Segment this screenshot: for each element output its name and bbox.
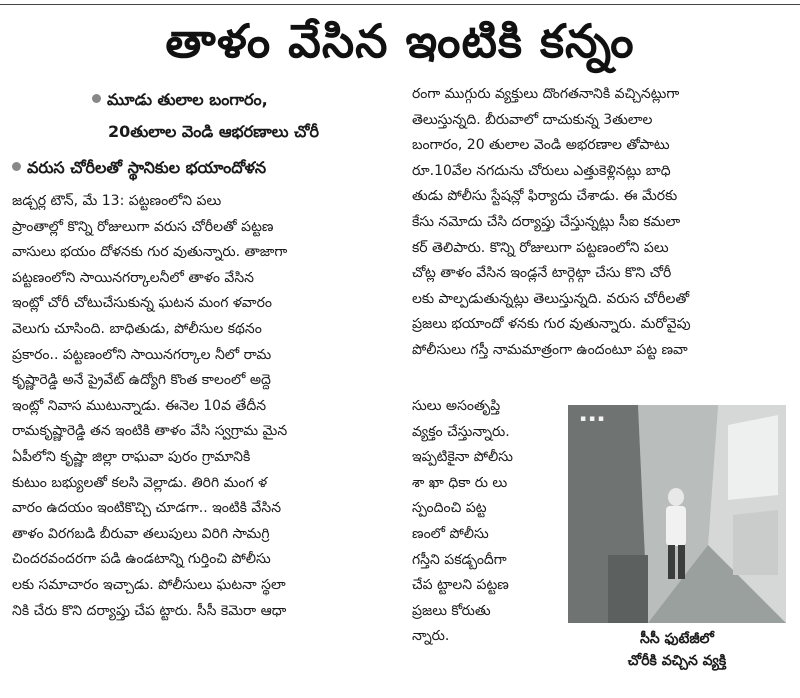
right-column	[412, 82, 792, 364]
text-line: శా ఖా ధికా రు లు	[412, 474, 508, 491]
text-line: ప్రజలు భయాందో ళనకు గుర వుతున్నారు. మరోవైపు	[412, 316, 691, 333]
text-line: జడ్చర్ల టౌన్, మే 13: పట్టణంలోని పలు	[12, 193, 222, 209]
text-line: కర్ తెలిపారు. కొన్ని రోజులుగా పట్టణంలోని పలు	[412, 239, 669, 256]
text-line: తెలుస్తున్నది. బీరువాలో దాచుకున్న 3తులాల	[412, 111, 653, 128]
text-line: ప్రకారం.. పట్టణంలోని సాయినగర్కాల నీలో రామ	[12, 346, 272, 363]
bullet-icon	[92, 94, 101, 103]
text-line: ఇంట్లో చోరీ చోటుచేసుకున్న ఘటన మంగ ళవారం	[12, 295, 272, 312]
headline: తాళం వేసిన ఇంటికి కన్నం	[165, 14, 635, 68]
text-line: స్పందించి పట్ట	[412, 500, 487, 517]
text-line: బంగారం, 20 తులాల వెండి అభరణాల తోపాటు	[412, 137, 670, 154]
text-line: కేసు నమోదు చేసి దర్యాప్తు చేస్తున్నట్లు సీఐ కమలా	[412, 213, 681, 230]
subhead-3-text: వరుస చోరీలతో స్థానికుల భయాందోళన	[27, 158, 267, 177]
text-line: వెలుగు చూసింది. బాధితుడు, పోలీసుల కథనం	[12, 320, 262, 337]
text-line: ప్రజలు కోరుతు	[412, 602, 491, 619]
text-line: ఇంట్లో నివాస ముటున్నాడు. ఈనెల 10వ తేదీన	[12, 397, 267, 414]
text-line: పోలీసులు గస్తీ నామమాత్రంగా ఉందంటూ పట్ట ణవా	[412, 341, 688, 358]
left-column	[12, 189, 396, 624]
text-line: న్నారు.	[412, 628, 450, 645]
subhead-2-text: 20తులాల వెండి ఆభరణాలు చోరీ	[108, 122, 320, 141]
subhead-1-text: మూడు తులాల బంగారం,	[107, 90, 268, 109]
text-line: వారం ఉదయం ఇంటికొచ్చి చూడగా.. ఇంటికి వేసిన	[12, 500, 282, 517]
text-line: చోట్ల తాళం వేసిన ఇండ్లనే టార్గెట్గా చేసు కొని చోరీ	[412, 265, 672, 282]
text-line: తుడు పోలీసు స్టేషన్లో ఫిర్యాదు చేశాడు. ఈ మేరకు	[412, 188, 678, 205]
cctv-scene-icon	[568, 405, 786, 623]
text-line: ఏపీలోని కృష్ణా జిల్లా రాఘవా పురం గ్రామానికి	[12, 448, 251, 465]
subhead-3	[12, 158, 266, 178]
photo-caption-line-2: చోరీకి వచ్చిన వ్యక్తి	[627, 653, 727, 669]
text-line: వాసులు భయం దోళనకు గుర వుతున్నారు. తాజాగా	[12, 244, 288, 261]
text-line: కుటుం బభ్యులతో కలసి వెల్లాడు. తిరిగి మంగ ళ	[12, 474, 268, 491]
text-line: నికి చేరు కొని దర్యాప్తు చేప ట్టారు. సీసీ కెమెరా ఆధా	[12, 602, 287, 619]
text-line: ఇప్పటికైనా పోలీసు	[412, 449, 513, 466]
text-line: కృష్ణారెడ్డి అనే ప్రైవేట్ ఉద్యోగి కొంత కాలంలో అద్దె	[12, 372, 271, 389]
text-line: వ్యక్తం చేస్తున్నారు.	[412, 423, 510, 440]
bullet-icon	[12, 162, 21, 171]
text-line: రామకృష్ణారెడ్డి తన ఇంటికి తాళం వేసి స్వగ్రామ మైన	[12, 423, 288, 440]
photo-caption	[568, 628, 786, 672]
text-line: చేప ట్టాలని పట్టణ	[412, 577, 509, 594]
text-line: సులు అసంతృప్తి	[412, 398, 501, 414]
subhead-1	[92, 90, 268, 110]
top-rule	[0, 4, 800, 5]
right-column-narrow	[412, 394, 560, 650]
svg-text:▪ ▪ ▪: ▪ ▪ ▪	[580, 414, 605, 424]
text-line: పట్టణంలోని సాయినగర్కాలనీలో తాళం వేసిన	[12, 269, 255, 286]
text-line: లకు సమాచారం ఇచ్చాడు. పోలీసులు ఘటనా స్థలా	[12, 576, 286, 593]
text-line: గస్తీని పకడ్బందీగా	[412, 551, 507, 568]
text-line: చిందరవందరగా పడి ఉండటాన్ని గుర్తించి పోలీసు	[12, 551, 271, 568]
text-line: ణంలో పోలీసు	[412, 525, 489, 542]
subhead-2	[108, 122, 319, 142]
photo-caption-line-1: సీసీ ఫుటేజీలో	[640, 631, 714, 647]
text-line: లకు పాల్పడుతున్నట్లు తెలుస్తున్నది. వరుస చోరీలతో	[412, 290, 690, 307]
text-line: తాళం విరగబడి బీరువా తలుపులు విరిగి సామగ్రి	[12, 525, 270, 542]
text-line: రంగా ముగ్గురు వ్యక్తులు దొంగతనానికి వచ్చినట్లుగా	[412, 86, 680, 102]
text-line: ప్రాంతాల్లో కొన్ని రోజులుగా వరుస చోరీలతో పట్టణ	[12, 218, 274, 235]
cctv-photo	[568, 405, 786, 623]
text-line: రూ.10వేల నగదును చోరులు ఎత్తుకెళ్లినట్లు బాధి	[412, 162, 671, 179]
